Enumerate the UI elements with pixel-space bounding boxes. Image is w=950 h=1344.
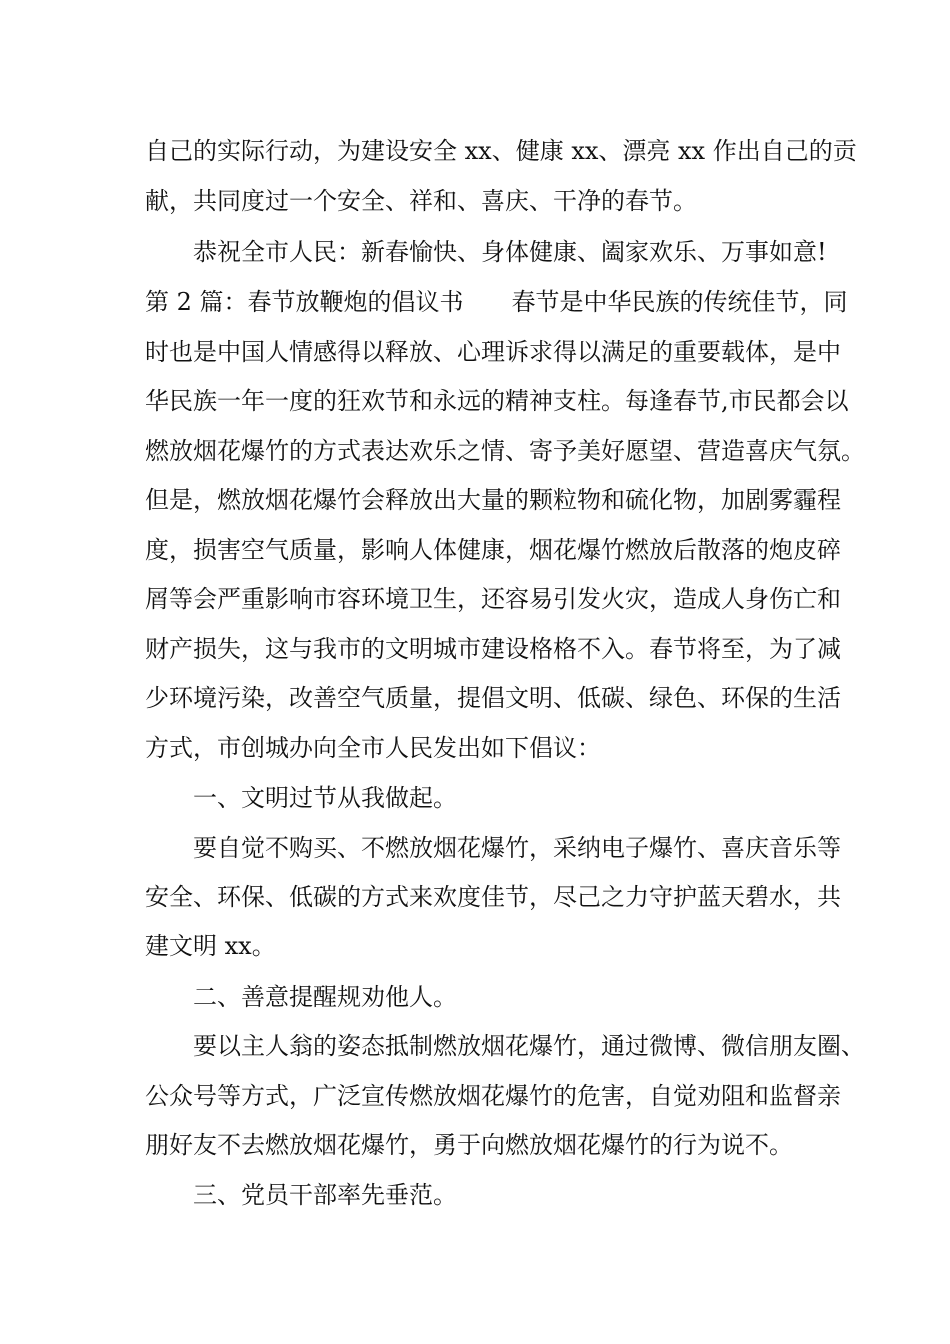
- text-line: 但是，燃放烟花爆竹会释放出大量的颗粒物和硫化物，加剧雾霾程: [145, 486, 841, 514]
- text-line: 度，损害空气质量，影响人体健康，烟花爆竹燃放后散落的炮皮碎: [145, 536, 841, 564]
- text-line: 燃放烟花爆竹的方式表达欢乐之情、寄予美好愿望、营造喜庆气氛。: [145, 437, 865, 465]
- text-line: 时也是中国人情感得以释放、心理诉求得以满足的重要载体，是中: [145, 338, 841, 366]
- text-line: 财产损失，这与我市的文明城市建设格格不入。春节将至，为了减: [145, 635, 841, 663]
- text-line: 朋好友不去燃放烟花爆竹，勇于向燃放烟花爆竹的行为说不。: [145, 1131, 793, 1159]
- text-line: 方式，市创城办向全市人民发出如下倡议：: [145, 734, 601, 762]
- text-line: 要以主人翁的姿态抵制燃放烟花爆竹，通过微博、微信朋友圈、: [193, 1032, 865, 1060]
- text-line: 华民族一年一度的狂欢节和永远的精神支柱。每逢春节,市民都会以: [145, 387, 849, 415]
- text-line: 第 2 篇：春节放鞭炮的倡议书 春节是中华民族的传统佳节，同: [145, 288, 848, 316]
- text-line: 少环境污染，改善空气质量，提倡文明、低碳、绿色、环保的生活: [145, 684, 841, 712]
- text-line: 安全、环保、低碳的方式来欢度佳节，尽己之力守护蓝天碧水，共: [145, 883, 841, 911]
- text-line: 屑等会严重影响市容环境卫生，还容易引发火灾，造成人身伤亡和: [145, 585, 841, 613]
- section-heading: 一、文明过节从我做起。: [193, 784, 457, 812]
- text-line: 恭祝全市人民：新春愉快、身体健康、阖家欢乐、万事如意!: [193, 238, 827, 266]
- text-line: 公众号等方式，广泛宣传燃放烟花爆竹的危害，自觉劝阻和监督亲: [145, 1082, 841, 1110]
- text-line: 要自觉不购买、不燃放烟花爆竹，采纳电子爆竹、喜庆音乐等: [193, 834, 841, 862]
- section-heading: 三、党员干部率先垂范。: [193, 1181, 457, 1209]
- text-line: 自己的实际行动，为建设安全 xx、健康 xx、漂亮 xx 作出自己的贡: [145, 137, 857, 165]
- section-heading: 二、善意提醒规劝他人。: [193, 983, 457, 1011]
- text-line: 献，共同度过一个安全、祥和、喜庆、干净的春节。: [145, 187, 697, 215]
- text-line: 建文明 xx。: [145, 932, 276, 960]
